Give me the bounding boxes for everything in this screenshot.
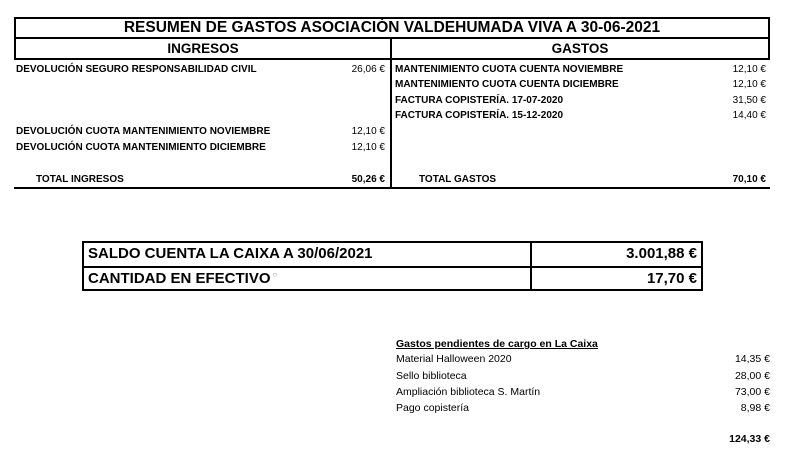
gasto-label: MANTENIMIENTO CUOTA CUENTA NOVIEMBRE (395, 64, 624, 75)
pendiente-amount: 14,35 € (734, 353, 770, 365)
gasto-row (395, 62, 766, 77)
pendiente-amount: 73,00 € (734, 386, 770, 398)
total-gastos-row (395, 172, 766, 187)
page-title: RESUMEN DE GASTOS ASOCIACIÓN VALDEHUMADA VIVA A 30-06-2021 (14, 17, 770, 39)
gasto-label: MANTENIMIENTO CUOTA CUENTA DICIEMBRE (395, 79, 619, 90)
total-ingresos-amount: 50,26 € (351, 174, 385, 185)
saldo-amount: 3.001,88 € (626, 245, 697, 262)
pendiente-label: Material Halloween 2020 (396, 353, 512, 365)
ingreso-amount: 12,10 € (351, 142, 385, 153)
ingreso-row (16, 140, 385, 155)
gastos-header: GASTOS (390, 39, 770, 60)
ingreso-row (16, 62, 385, 77)
pendiente-amount: 8,98 € (740, 402, 770, 414)
column-divider (390, 60, 392, 189)
pendiente-amount: 28,00 € (734, 370, 770, 382)
small-circle-mark: ○ (272, 270, 278, 279)
gasto-amount: 14,40 € (732, 110, 766, 121)
saldo-divider (530, 243, 532, 266)
efectivo-label: CANTIDAD EN EFECTIVO (88, 270, 271, 287)
gasto-label: FACTURA COPISTERÍA. 15-12-2020 (395, 110, 564, 121)
pendientes-title: Gastos pendientes de cargo en La Caixa (396, 338, 598, 350)
pendiente-row (396, 400, 770, 416)
gasto-row (395, 108, 766, 123)
ingreso-amount: 12,10 € (351, 126, 385, 137)
saldo-box (82, 241, 703, 291)
efectivo-row (84, 266, 701, 291)
gasto-row (395, 93, 766, 108)
gasto-amount: 12,10 € (732, 79, 766, 90)
ingreso-row (16, 124, 385, 139)
pendiente-row (396, 351, 770, 367)
gasto-amount: 31,50 € (732, 95, 766, 106)
gasto-label: FACTURA COPISTERÍA. 17-07-2020 (395, 95, 564, 106)
efectivo-label-wrap (88, 270, 277, 287)
ingreso-amount: 26,06 € (351, 64, 385, 75)
saldo-label: SALDO CUENTA LA CAIXA A 30/06/2021 (88, 245, 373, 262)
pendiente-label: Sello biblioteca (396, 370, 467, 382)
pendiente-label: Ampliación biblioteca S. Martín (396, 386, 541, 398)
pendiente-row (396, 368, 770, 384)
total-gastos-label: TOTAL GASTOS (419, 174, 497, 185)
total-gastos-amount: 70,10 € (732, 174, 766, 185)
efectivo-amount: 17,70 € (646, 270, 697, 287)
ingreso-label: DEVOLUCIÓN CUOTA MANTENIMIENTO NOVIEMBRE (16, 126, 271, 137)
gasto-row (395, 77, 766, 92)
pendientes-total: 124,33 € (729, 433, 770, 445)
total-ingresos-label: TOTAL INGRESOS (36, 174, 124, 185)
pendiente-label: Pago copistería (396, 402, 469, 414)
ingreso-label: DEVOLUCIÓN CUOTA MANTENIMIENTO DICIEMBRE (16, 142, 266, 153)
total-ingresos-row (16, 172, 385, 187)
ingreso-label: DEVOLUCIÓN SEGURO RESPONSABILIDAD CIVIL (16, 64, 257, 75)
pendiente-row (396, 384, 770, 400)
ingresos-header: INGRESOS (14, 39, 392, 60)
saldo-row (84, 243, 701, 266)
efectivo-divider (530, 268, 532, 291)
table-bottom-border (14, 187, 770, 189)
gasto-amount: 12,10 € (732, 64, 766, 75)
